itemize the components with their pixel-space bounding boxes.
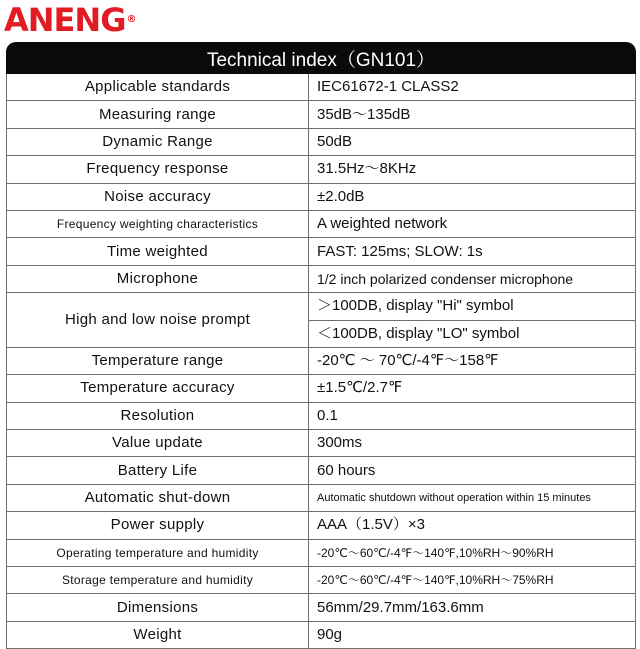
- spec-name: Power supply: [7, 512, 309, 539]
- registered-mark: ®: [126, 14, 136, 25]
- spec-value: 1/2 inch polarized condenser microphone: [309, 265, 636, 292]
- spec-value: ±1.5℃/2.7℉: [309, 375, 636, 402]
- spec-value: 0.1: [309, 402, 636, 429]
- spec-name: Battery Life: [7, 457, 309, 484]
- spec-value: IEC61672-1 CLASS2: [309, 74, 636, 101]
- spec-value: ±2.0dB: [309, 183, 636, 210]
- table-row: [7, 74, 636, 101]
- table-row: [7, 512, 636, 539]
- table-row: [7, 375, 636, 402]
- spec-name: High and low noise prompt: [7, 293, 309, 348]
- spec-name: Temperature range: [7, 347, 309, 374]
- spec-name: Time weighted: [7, 238, 309, 265]
- spec-value: -20℃ ～ 70℃/-4℉～158℉: [309, 347, 636, 374]
- spec-value: 50dB: [309, 128, 636, 155]
- spec-name: Frequency response: [7, 156, 309, 183]
- table-row: [7, 293, 636, 320]
- spec-name: Value update: [7, 430, 309, 457]
- table-row: [7, 156, 636, 183]
- spec-value: 90g: [309, 621, 636, 648]
- spec-value: AAA（1.5V）×3: [309, 512, 636, 539]
- spec-name: Noise accuracy: [7, 183, 309, 210]
- table-row: [7, 567, 636, 594]
- spec-value: -20℃～60℃/-4℉～140℉,10%RH～75%RH: [309, 567, 636, 594]
- spec-table: [6, 74, 636, 649]
- spec-name: Microphone: [7, 265, 309, 292]
- spec-value: A weighted network: [309, 210, 636, 237]
- spec-value-hi: ＞100DB, display "Hi" symbol: [309, 293, 636, 320]
- table-row: [7, 402, 636, 429]
- spec-value: 60 hours: [309, 457, 636, 484]
- spec-table-title: Technical index（GN101）: [6, 42, 636, 74]
- spec-value: -20℃～60℃/-4℉～140℉,10%RH～90%RH: [309, 539, 636, 566]
- spec-name: Automatic shut-down: [7, 484, 309, 511]
- spec-value-lo: ＜100DB, display "LO" symbol: [309, 320, 636, 347]
- brand-name: ANENG: [4, 1, 126, 39]
- spec-value: 56mm/29.7mm/163.6mm: [309, 594, 636, 621]
- spec-sheet: [6, 42, 636, 646]
- spec-name: Dimensions: [7, 594, 309, 621]
- table-row: [7, 539, 636, 566]
- brand-logo: [4, 2, 135, 38]
- table-row: [7, 183, 636, 210]
- table-row: [7, 101, 636, 128]
- table-row: [7, 621, 636, 648]
- spec-name: Operating temperature and humidity: [7, 539, 309, 566]
- spec-name: Frequency weighting characteristics: [7, 210, 309, 237]
- table-row: [7, 594, 636, 621]
- table-row: [7, 457, 636, 484]
- spec-name: Dynamic Range: [7, 128, 309, 155]
- spec-value: FAST: 125ms; SLOW: 1s: [309, 238, 636, 265]
- table-row: [7, 265, 636, 292]
- spec-value: 31.5Hz～8KHz: [309, 156, 636, 183]
- spec-value: Automatic shutdown without operation within 15 minutes: [309, 484, 636, 511]
- spec-name: Applicable standards: [7, 74, 309, 101]
- table-row: [7, 128, 636, 155]
- table-row: [7, 347, 636, 374]
- spec-name: Storage temperature and humidity: [7, 567, 309, 594]
- table-row: [7, 430, 636, 457]
- spec-value: 300ms: [309, 430, 636, 457]
- spec-name: Resolution: [7, 402, 309, 429]
- table-row: [7, 484, 636, 511]
- table-row: [7, 238, 636, 265]
- spec-name: Weight: [7, 621, 309, 648]
- table-row: [7, 210, 636, 237]
- spec-name: Measuring range: [7, 101, 309, 128]
- spec-value: 35dB～135dB: [309, 101, 636, 128]
- spec-name: Temperature accuracy: [7, 375, 309, 402]
